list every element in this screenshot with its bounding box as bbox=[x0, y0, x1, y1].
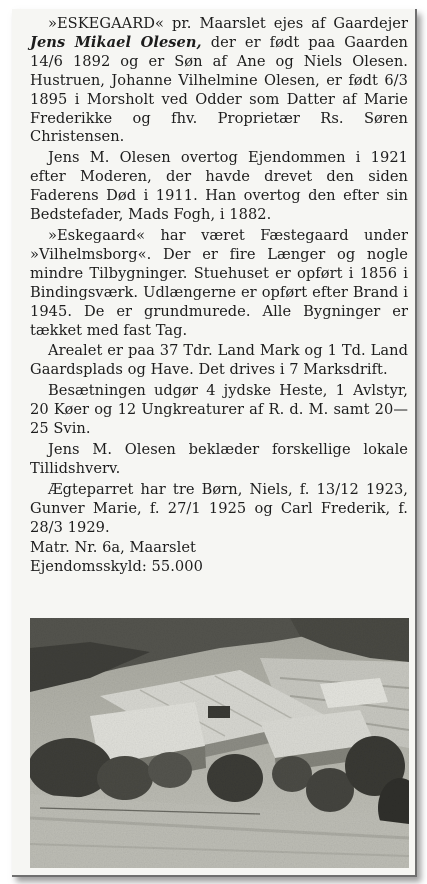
matrikel-number: Matr. Nr. 6a, Maarslet bbox=[30, 539, 196, 557]
paragraph-buildings: »Eskegaard« har været Fæstegaard under »Vilhelmsborg«. Der er fire Længer og nogle mindre Tilbygninger. Stuehuset er opført i 1856 i Bindingsværk. Udlængerne er opført efter Brand i 1945. De er grundmurede. Alle Bygninger er tækket med fast Tag. bbox=[30, 226, 408, 339]
paragraph-offices: Jens M. Olesen beklæder forskellige lokale Tillidshverv. bbox=[30, 440, 408, 477]
paragraph-area: Arealet er paa 37 Tdr. Land Mark og 1 Td. Land Gaardsplads og Have. Det drives i 7 Marksdrift. bbox=[30, 342, 408, 379]
farm-photo bbox=[30, 618, 409, 868]
paragraph-children: Ægteparret har tre Børn, Niels, f. 13/12 1923, Gunver Marie, f. 27/1 1925 og Carl Frederik, f. 28/3 1929. bbox=[30, 480, 408, 536]
paragraph-ownership: Jens M. Olesen overtog Ejendommen i 1921 efter Moderen, der havde drevet den siden Faderens Død i 1911. Han overtog den efter sin Bedstefader, Mads Fogh, i 1882. bbox=[30, 149, 408, 224]
owner-name: Jens Mikael Olesen, bbox=[30, 33, 202, 51]
article-text bbox=[30, 15, 408, 577]
intro-text-2: der er født paa Gaarden 14/6 1892 og er Søn af Ane og Niels Olesen. Hustruen, Johanne Vilhelmine Olesen, er født 6/3 1895 i Morsholt ved Odder som Datter af Marie Frederikke og fhv. Proprietær Rs. Søren Christensen. bbox=[30, 33, 408, 146]
clipping-page bbox=[12, 9, 417, 877]
property-valuation: Ejendomsskyld: 55.000 bbox=[30, 558, 203, 576]
paragraph-intro bbox=[30, 15, 408, 147]
paragraph-livestock: Besætningen udgør 4 jydske Heste, 1 Avlstyr, 20 Køer og 12 Ungkreaturer af R. d. M. samt 20—25 Svin. bbox=[30, 382, 408, 438]
intro-text-1: »ESKEGAARD« pr. Maarslet ejes af Gaardejer bbox=[48, 15, 408, 32]
